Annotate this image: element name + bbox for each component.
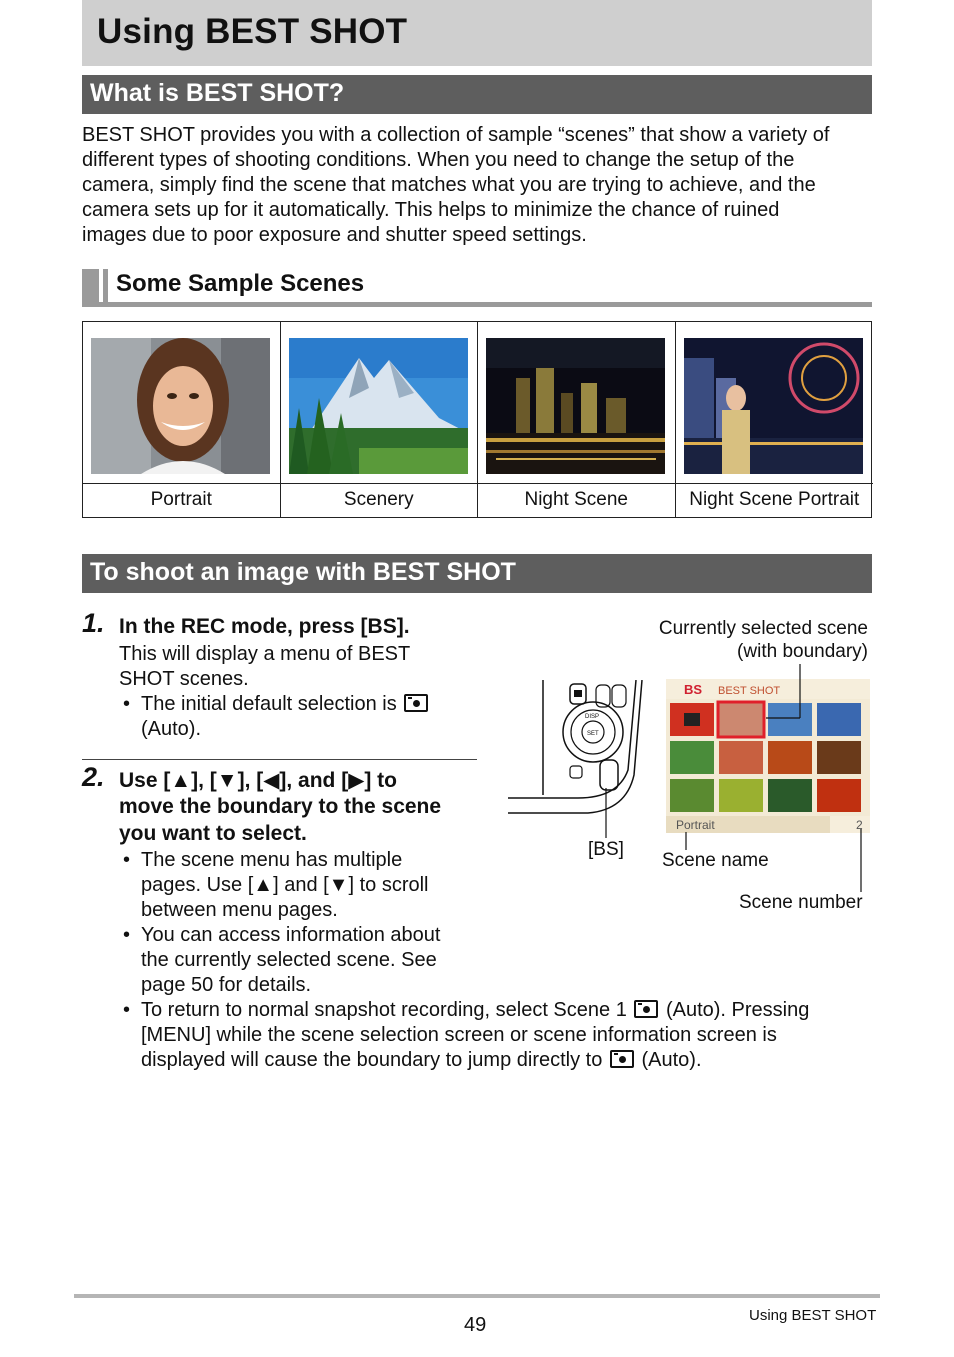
page-title: Using BEST SHOT <box>97 12 408 51</box>
step-number: 1. <box>82 608 105 638</box>
section-heading-to-shoot: To shoot an image with BEST SHOT <box>90 558 516 586</box>
step-title-line: you want to select. <box>119 822 307 845</box>
subheading-marker <box>103 269 108 304</box>
step-title-line: Use [▲], [▼], [◀], and [▶] to <box>119 769 398 792</box>
camera-auto-icon <box>610 1050 634 1068</box>
camera-back-illustration <box>508 680 648 840</box>
label-line: (with boundary) <box>737 641 868 662</box>
footer-running-title: Using BEST SHOT <box>749 1307 877 1324</box>
night-portrait-photo <box>684 338 863 474</box>
bullet-text: pages. Use [▲] and [▼] to scroll <box>141 874 429 896</box>
paragraph-line: camera, simply find the scene that matches what you are trying to achieve, and the <box>82 174 816 196</box>
paragraph-line: camera sets up for it automatically. This helps to minimize the chance of ruined <box>82 199 780 221</box>
bullet-text: (Auto). <box>141 718 202 740</box>
label-scene-number: Scene number <box>739 892 863 913</box>
bullet-text: between menu pages. <box>141 899 338 921</box>
camera-auto-icon <box>404 694 428 712</box>
scene-cell-scenery <box>281 322 479 517</box>
intro-paragraph <box>82 123 872 248</box>
bullet-item <box>141 998 871 1073</box>
page-title-bar <box>82 0 872 66</box>
paragraph-line: BEST SHOT provides you with a collection of sample “scenes” that show a variety of <box>82 124 830 146</box>
footer-rule <box>74 1294 880 1298</box>
disp-label: DISP <box>585 714 600 720</box>
scene-caption: Portrait <box>83 483 280 517</box>
scene-cell-portrait <box>83 322 281 517</box>
bullet-line <box>141 1048 871 1073</box>
bullet-text: displayed will cause the boundary to jump directly to <box>141 1049 603 1071</box>
label-scene-name: Scene name <box>662 850 769 871</box>
label-line: Currently selected scene <box>658 618 868 639</box>
camera-auto-icon <box>634 1000 658 1018</box>
portrait-photo <box>91 338 270 474</box>
section-heading-bar <box>82 75 872 114</box>
screen-title: BEST SHOT <box>718 685 781 697</box>
step-separator <box>82 759 477 760</box>
bullet-text: [MENU] while the scene selection screen or scene information screen is <box>141 1024 777 1046</box>
paragraph-line: images due to poor exposure and shutter speed settings. <box>82 224 587 246</box>
scene-caption: Night Scene <box>478 483 675 517</box>
step-title-line: move the boundary to the scene <box>119 795 442 818</box>
night-city-photo <box>486 338 665 474</box>
bullet-item <box>141 923 481 998</box>
screen-scene-number: 2 <box>856 818 863 832</box>
bullet-text: (Auto). <box>641 1049 702 1071</box>
bullet-item <box>141 848 481 923</box>
step-body-line: This will display a menu of BEST <box>119 643 411 665</box>
label-bs-button: [BS] <box>588 839 624 860</box>
bestshot-screen <box>666 679 871 834</box>
subheading-marker <box>82 269 99 304</box>
bs-logo: BS <box>684 682 703 697</box>
screen-scene-name: Portrait <box>676 818 715 832</box>
scene-cell-night-scene <box>478 322 676 517</box>
label-currently-selected <box>651 617 868 663</box>
set-label: SET <box>587 731 599 737</box>
bullet-text: To return to normal snapshot recording, select Scene 1 <box>141 999 627 1021</box>
subheading-rule <box>82 302 872 307</box>
mountain-photo <box>289 338 468 474</box>
paragraph-line: different types of shooting conditions. When you need to change the setup of the <box>82 149 795 171</box>
step-number: 2. <box>82 762 105 792</box>
section-heading-bar <box>82 554 872 593</box>
section-heading-what-is: What is BEST SHOT? <box>90 79 345 107</box>
page-number: 49 <box>464 1314 487 1336</box>
bullet-text: (Auto). Pressing <box>665 999 810 1021</box>
scene-caption: Night Scene Portrait <box>676 483 874 517</box>
step-title: In the REC mode, press [BS]. <box>119 615 410 638</box>
bullet-text: page 50 for details. <box>141 974 312 996</box>
bullet-text: • The scene menu has multiple <box>141 849 403 871</box>
bullet-text: • You can access information about <box>141 924 441 946</box>
sample-scenes-table <box>82 321 872 518</box>
scene-caption: Scenery <box>281 483 478 517</box>
subheading-title: Some Sample Scenes <box>116 270 365 297</box>
bullet-text: the currently selected scene. See <box>141 949 437 971</box>
scene-cell-night-portrait <box>676 322 874 517</box>
bullet-item <box>141 692 471 717</box>
subheading-sample-scenes <box>82 269 872 309</box>
step-body-line: SHOT scenes. <box>119 668 249 690</box>
bullet-text: The initial default selection is <box>141 693 397 715</box>
bullet-line <box>141 998 871 1023</box>
